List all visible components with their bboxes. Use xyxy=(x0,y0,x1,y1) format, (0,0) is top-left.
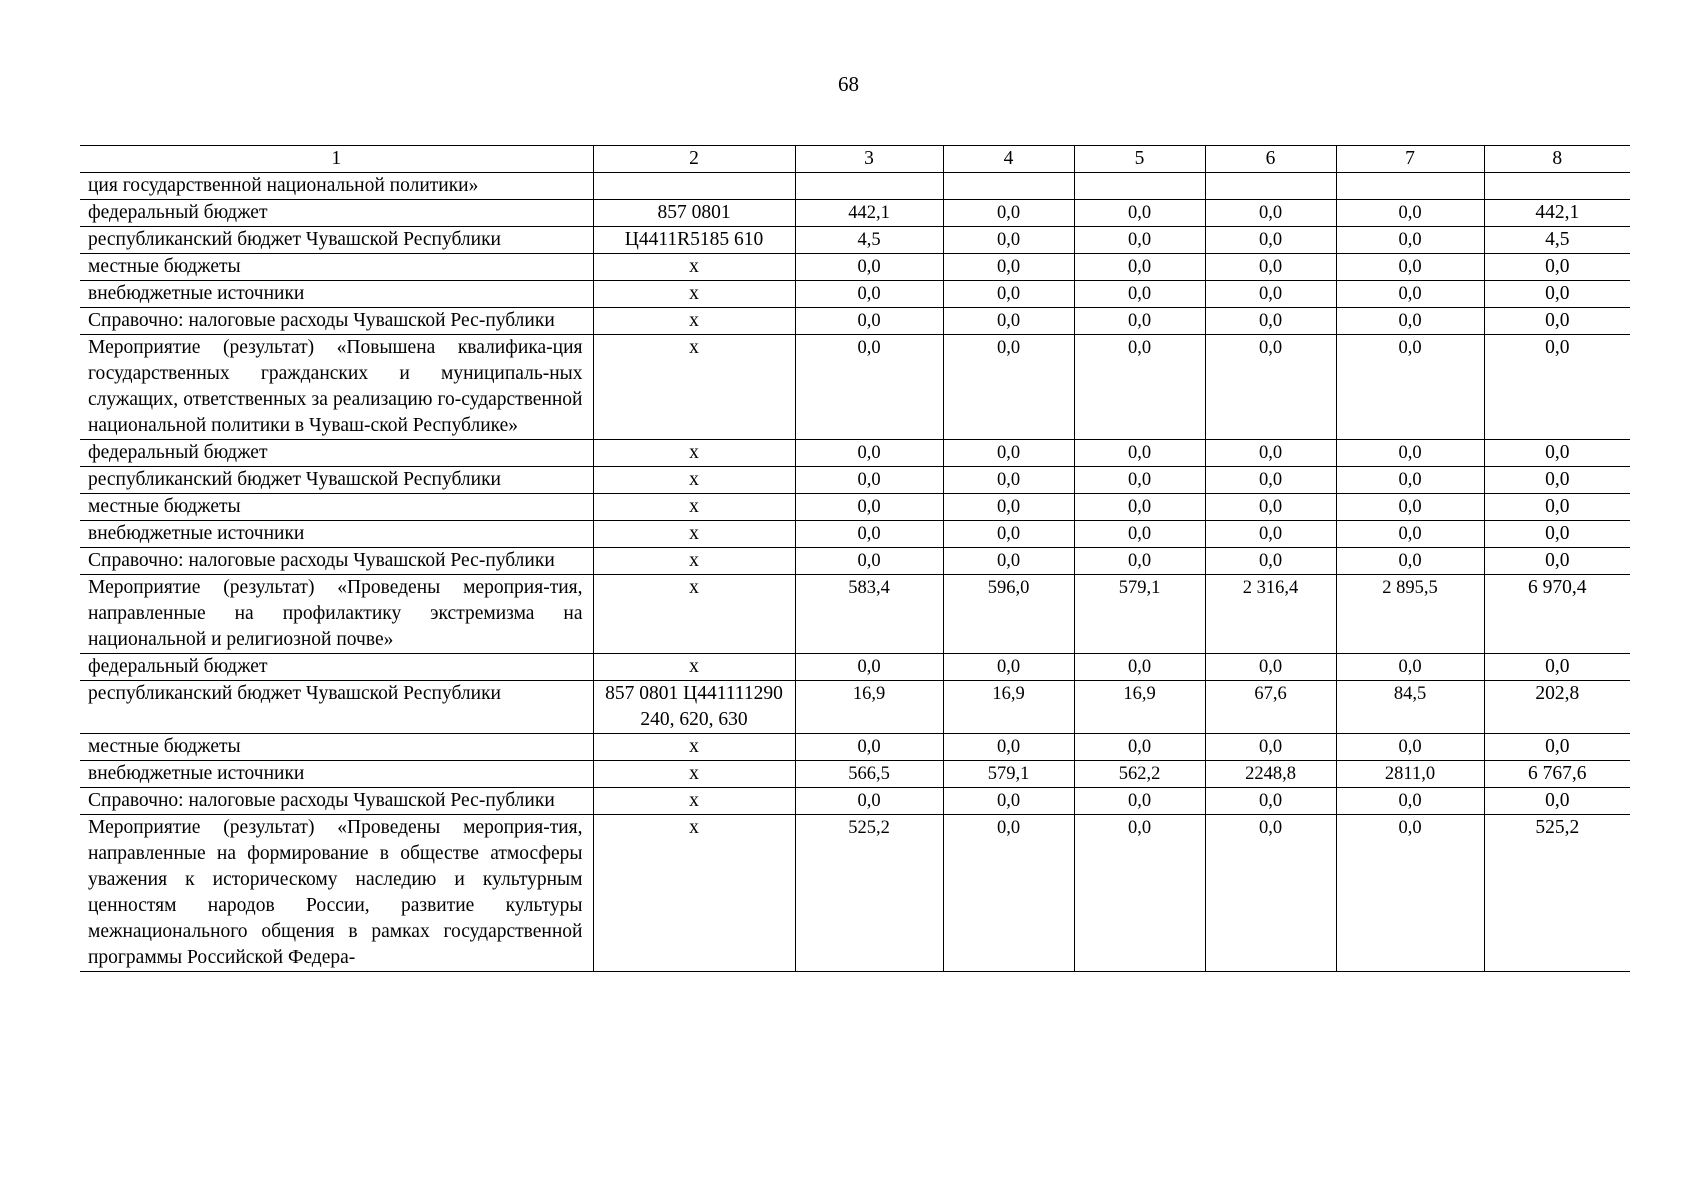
value-cell-col-6: 0,0 xyxy=(1205,227,1336,254)
row-label: федеральный бюджет xyxy=(80,200,593,227)
value-cell-col-7: 0,0 xyxy=(1336,254,1484,281)
value-cell-col-5: 0,0 xyxy=(1074,200,1205,227)
value-cell-col-5: 562,2 xyxy=(1074,761,1205,788)
value-cell-col-5: 0,0 xyxy=(1074,654,1205,681)
budget-code: х xyxy=(593,335,795,440)
value-cell-col-5: 579,1 xyxy=(1074,575,1205,654)
value-cell-col-3: 4,5 xyxy=(795,227,943,254)
value-cell-col-8: 0,0 xyxy=(1484,654,1630,681)
value-cell-col-7: 2 895,5 xyxy=(1336,575,1484,654)
value-cell-col-8: 0,0 xyxy=(1484,308,1630,335)
row-label: Справочно: налоговые расходы Чувашской Рес-публики xyxy=(80,308,593,335)
value-cell-col-4: 0,0 xyxy=(943,254,1074,281)
value-cell-col-3: 583,4 xyxy=(795,575,943,654)
value-cell-col-7: 2811,0 xyxy=(1336,761,1484,788)
row-label: внебюджетные источники xyxy=(80,761,593,788)
value-cell-col-6: 2 316,4 xyxy=(1205,575,1336,654)
value-cell-col-7: 0,0 xyxy=(1336,815,1484,972)
value-cell-col-8: 0,0 xyxy=(1484,281,1630,308)
value-cell-col-5: 0,0 xyxy=(1074,227,1205,254)
value-cell-col-6: 67,6 xyxy=(1205,681,1336,734)
table-header xyxy=(80,146,1630,173)
value-cell-col-6: 0,0 xyxy=(1205,467,1336,494)
value-cell-col-7: 0,0 xyxy=(1336,440,1484,467)
value-cell-col-5: 0,0 xyxy=(1074,548,1205,575)
row-label: Мероприятие (результат) «Повышена квалифика-ция государственных гражданских и муниципаль-ных служащих, ответственных за реализацию го-сударственной национальной политики в Чуваш-ской Республике» xyxy=(80,335,593,440)
value-cell-col-4: 0,0 xyxy=(943,494,1074,521)
value-cell-col-5: 16,9 xyxy=(1074,681,1205,734)
value-cell-col-4: 0,0 xyxy=(943,788,1074,815)
value-cell-col-3: 0,0 xyxy=(795,494,943,521)
budget-code: х xyxy=(593,815,795,972)
value-cell-col-6: 0,0 xyxy=(1205,200,1336,227)
table-row xyxy=(80,227,1630,254)
value-cell-col-3: 0,0 xyxy=(795,521,943,548)
value-cell-col-3: 0,0 xyxy=(795,308,943,335)
value-cell-col-5: 0,0 xyxy=(1074,308,1205,335)
table-row xyxy=(80,681,1630,734)
value-cell-col-4: 0,0 xyxy=(943,654,1074,681)
value-cell-col-6: 2248,8 xyxy=(1205,761,1336,788)
value-cell-col-8: 442,1 xyxy=(1484,200,1630,227)
value-cell-col-5: 0,0 xyxy=(1074,440,1205,467)
row-label: внебюджетные источники xyxy=(80,281,593,308)
value-cell-col-4: 0,0 xyxy=(943,200,1074,227)
value-cell-col-8: 4,5 xyxy=(1484,227,1630,254)
value-cell-col-8: 6 767,6 xyxy=(1484,761,1630,788)
column-number-4: 4 xyxy=(943,146,1074,173)
budget-code: х xyxy=(593,788,795,815)
value-cell-col-8: 0,0 xyxy=(1484,734,1630,761)
value-cell-col-6: 0,0 xyxy=(1205,734,1336,761)
budget-code: х xyxy=(593,467,795,494)
budget-code: х xyxy=(593,281,795,308)
table-row xyxy=(80,335,1630,440)
value-cell-col-5: 0,0 xyxy=(1074,815,1205,972)
value-cell-col-3: 0,0 xyxy=(795,467,943,494)
value-cell-col-6: 0,0 xyxy=(1205,254,1336,281)
budget-code: х xyxy=(593,254,795,281)
row-label: внебюджетные источники xyxy=(80,521,593,548)
value-cell-col-3: 0,0 xyxy=(795,335,943,440)
value-cell-col-4: 0,0 xyxy=(943,815,1074,972)
value-cell-col-3: 566,5 xyxy=(795,761,943,788)
budget-code: х xyxy=(593,575,795,654)
row-label: федеральный бюджет xyxy=(80,440,593,467)
column-number-5: 5 xyxy=(1074,146,1205,173)
budget-code: х xyxy=(593,521,795,548)
table-row xyxy=(80,788,1630,815)
value-cell-col-7: 0,0 xyxy=(1336,654,1484,681)
value-cell-col-6: 0,0 xyxy=(1205,521,1336,548)
value-cell-col-5: 0,0 xyxy=(1074,521,1205,548)
value-cell-col-3: 0,0 xyxy=(795,548,943,575)
row-label: Справочно: налоговые расходы Чувашской Рес-публики xyxy=(80,548,593,575)
value-cell-col-7: 0,0 xyxy=(1336,734,1484,761)
value-cell-col-8: 0,0 xyxy=(1484,494,1630,521)
value-cell-col-3: 0,0 xyxy=(795,654,943,681)
value-cell-col-8: 202,8 xyxy=(1484,681,1630,734)
value-cell-col-3: 525,2 xyxy=(795,815,943,972)
value-cell-col-4: 579,1 xyxy=(943,761,1074,788)
budget-code: Ц4411R5185 610 xyxy=(593,227,795,254)
table-row xyxy=(80,467,1630,494)
budget-code: х xyxy=(593,440,795,467)
value-cell-col-7: 0,0 xyxy=(1336,200,1484,227)
column-number-8: 8 xyxy=(1484,146,1630,173)
budget-code: х xyxy=(593,548,795,575)
budget-code: 857 0801 Ц441111290 240, 620, 630 xyxy=(593,681,795,734)
value-cell-col-4: 0,0 xyxy=(943,521,1074,548)
value-cell-col-6: 0,0 xyxy=(1205,815,1336,972)
value-cell-col-7: 0,0 xyxy=(1336,308,1484,335)
value-cell-col-3 xyxy=(795,173,943,200)
value-cell-col-8: 0,0 xyxy=(1484,467,1630,494)
row-label: Справочно: налоговые расходы Чувашской Рес-публики xyxy=(80,788,593,815)
value-cell-col-7: 0,0 xyxy=(1336,227,1484,254)
value-cell-col-8: 0,0 xyxy=(1484,521,1630,548)
column-number-6: 6 xyxy=(1205,146,1336,173)
table-row xyxy=(80,173,1630,200)
value-cell-col-6: 0,0 xyxy=(1205,440,1336,467)
value-cell-col-8: 0,0 xyxy=(1484,548,1630,575)
column-number-2: 2 xyxy=(593,146,795,173)
value-cell-col-6: 0,0 xyxy=(1205,308,1336,335)
value-cell-col-3: 442,1 xyxy=(795,200,943,227)
value-cell-col-5: 0,0 xyxy=(1074,788,1205,815)
value-cell-col-7: 0,0 xyxy=(1336,521,1484,548)
row-label: республиканский бюджет Чувашской Республики xyxy=(80,467,593,494)
value-cell-col-3: 0,0 xyxy=(795,440,943,467)
column-number-3: 3 xyxy=(795,146,943,173)
page-number: 68 xyxy=(838,72,859,96)
value-cell-col-7: 0,0 xyxy=(1336,788,1484,815)
value-cell-col-6 xyxy=(1205,173,1336,200)
value-cell-col-8: 0,0 xyxy=(1484,335,1630,440)
budget-code: х xyxy=(593,654,795,681)
value-cell-col-8: 0,0 xyxy=(1484,440,1630,467)
value-cell-col-5: 0,0 xyxy=(1074,734,1205,761)
row-label: Мероприятие (результат) «Проведены мероприя-тия, направленные на профилактику экстремизма на национальной и религиозной почве» xyxy=(80,575,593,654)
value-cell-col-4: 0,0 xyxy=(943,734,1074,761)
value-cell-col-4: 0,0 xyxy=(943,227,1074,254)
value-cell-col-7: 0,0 xyxy=(1336,548,1484,575)
value-cell-col-5: 0,0 xyxy=(1074,335,1205,440)
column-number-1: 1 xyxy=(80,146,593,173)
row-label: местные бюджеты xyxy=(80,254,593,281)
value-cell-col-7: 0,0 xyxy=(1336,494,1484,521)
value-cell-col-3: 0,0 xyxy=(795,734,943,761)
budget-table xyxy=(80,145,1630,972)
value-cell-col-8: 0,0 xyxy=(1484,788,1630,815)
value-cell-col-3: 16,9 xyxy=(795,681,943,734)
value-cell-col-7: 0,0 xyxy=(1336,335,1484,440)
value-cell-col-4: 0,0 xyxy=(943,548,1074,575)
value-cell-col-4 xyxy=(943,173,1074,200)
value-cell-col-7: 0,0 xyxy=(1336,467,1484,494)
table-row xyxy=(80,548,1630,575)
budget-code: 857 0801 xyxy=(593,200,795,227)
row-label: федеральный бюджет xyxy=(80,654,593,681)
value-cell-col-4: 596,0 xyxy=(943,575,1074,654)
value-cell-col-8 xyxy=(1484,173,1630,200)
value-cell-col-8: 525,2 xyxy=(1484,815,1630,972)
table-row xyxy=(80,494,1630,521)
row-label: Мероприятие (результат) «Проведены мероприя-тия, направленные на формирование в обществе атмосферы уважения к историческому наследию и культурным ценностям народов России, развитие культуры межнационального общения в рамках государственной программы Российской Федера- xyxy=(80,815,593,972)
value-cell-col-5: 0,0 xyxy=(1074,467,1205,494)
row-label: республиканский бюджет Чувашской Республики xyxy=(80,681,593,734)
value-cell-col-5 xyxy=(1074,173,1205,200)
table-row xyxy=(80,815,1630,972)
table-row xyxy=(80,440,1630,467)
value-cell-col-5: 0,0 xyxy=(1074,281,1205,308)
table-row xyxy=(80,575,1630,654)
table-body xyxy=(80,173,1630,972)
table-row xyxy=(80,281,1630,308)
value-cell-col-4: 0,0 xyxy=(943,281,1074,308)
value-cell-col-4: 0,0 xyxy=(943,440,1074,467)
column-number-row xyxy=(80,146,1630,173)
value-cell-col-6: 0,0 xyxy=(1205,335,1336,440)
value-cell-col-3: 0,0 xyxy=(795,254,943,281)
value-cell-col-6: 0,0 xyxy=(1205,788,1336,815)
value-cell-col-4: 0,0 xyxy=(943,467,1074,494)
row-label: местные бюджеты xyxy=(80,494,593,521)
column-number-7: 7 xyxy=(1336,146,1484,173)
value-cell-col-7: 84,5 xyxy=(1336,681,1484,734)
table-row xyxy=(80,761,1630,788)
budget-code: х xyxy=(593,761,795,788)
value-cell-col-7: 0,0 xyxy=(1336,281,1484,308)
row-label: местные бюджеты xyxy=(80,734,593,761)
value-cell-col-3: 0,0 xyxy=(795,281,943,308)
budget-code xyxy=(593,173,795,200)
value-cell-col-6: 0,0 xyxy=(1205,494,1336,521)
budget-code: х xyxy=(593,308,795,335)
table-row xyxy=(80,254,1630,281)
value-cell-col-8: 0,0 xyxy=(1484,254,1630,281)
row-label: республиканский бюджет Чувашской Республики xyxy=(80,227,593,254)
row-label: ция государственной национальной политики» xyxy=(80,173,593,200)
table-row xyxy=(80,308,1630,335)
value-cell-col-4: 0,0 xyxy=(943,308,1074,335)
value-cell-col-5: 0,0 xyxy=(1074,494,1205,521)
value-cell-col-7 xyxy=(1336,173,1484,200)
value-cell-col-4: 0,0 xyxy=(943,335,1074,440)
budget-code: х xyxy=(593,494,795,521)
value-cell-col-3: 0,0 xyxy=(795,788,943,815)
value-cell-col-5: 0,0 xyxy=(1074,254,1205,281)
value-cell-col-6: 0,0 xyxy=(1205,548,1336,575)
table-row xyxy=(80,521,1630,548)
table-row xyxy=(80,200,1630,227)
budget-code: х xyxy=(593,734,795,761)
value-cell-col-8: 6 970,4 xyxy=(1484,575,1630,654)
table-row xyxy=(80,654,1630,681)
table-row xyxy=(80,734,1630,761)
value-cell-col-6: 0,0 xyxy=(1205,654,1336,681)
value-cell-col-6: 0,0 xyxy=(1205,281,1336,308)
value-cell-col-4: 16,9 xyxy=(943,681,1074,734)
